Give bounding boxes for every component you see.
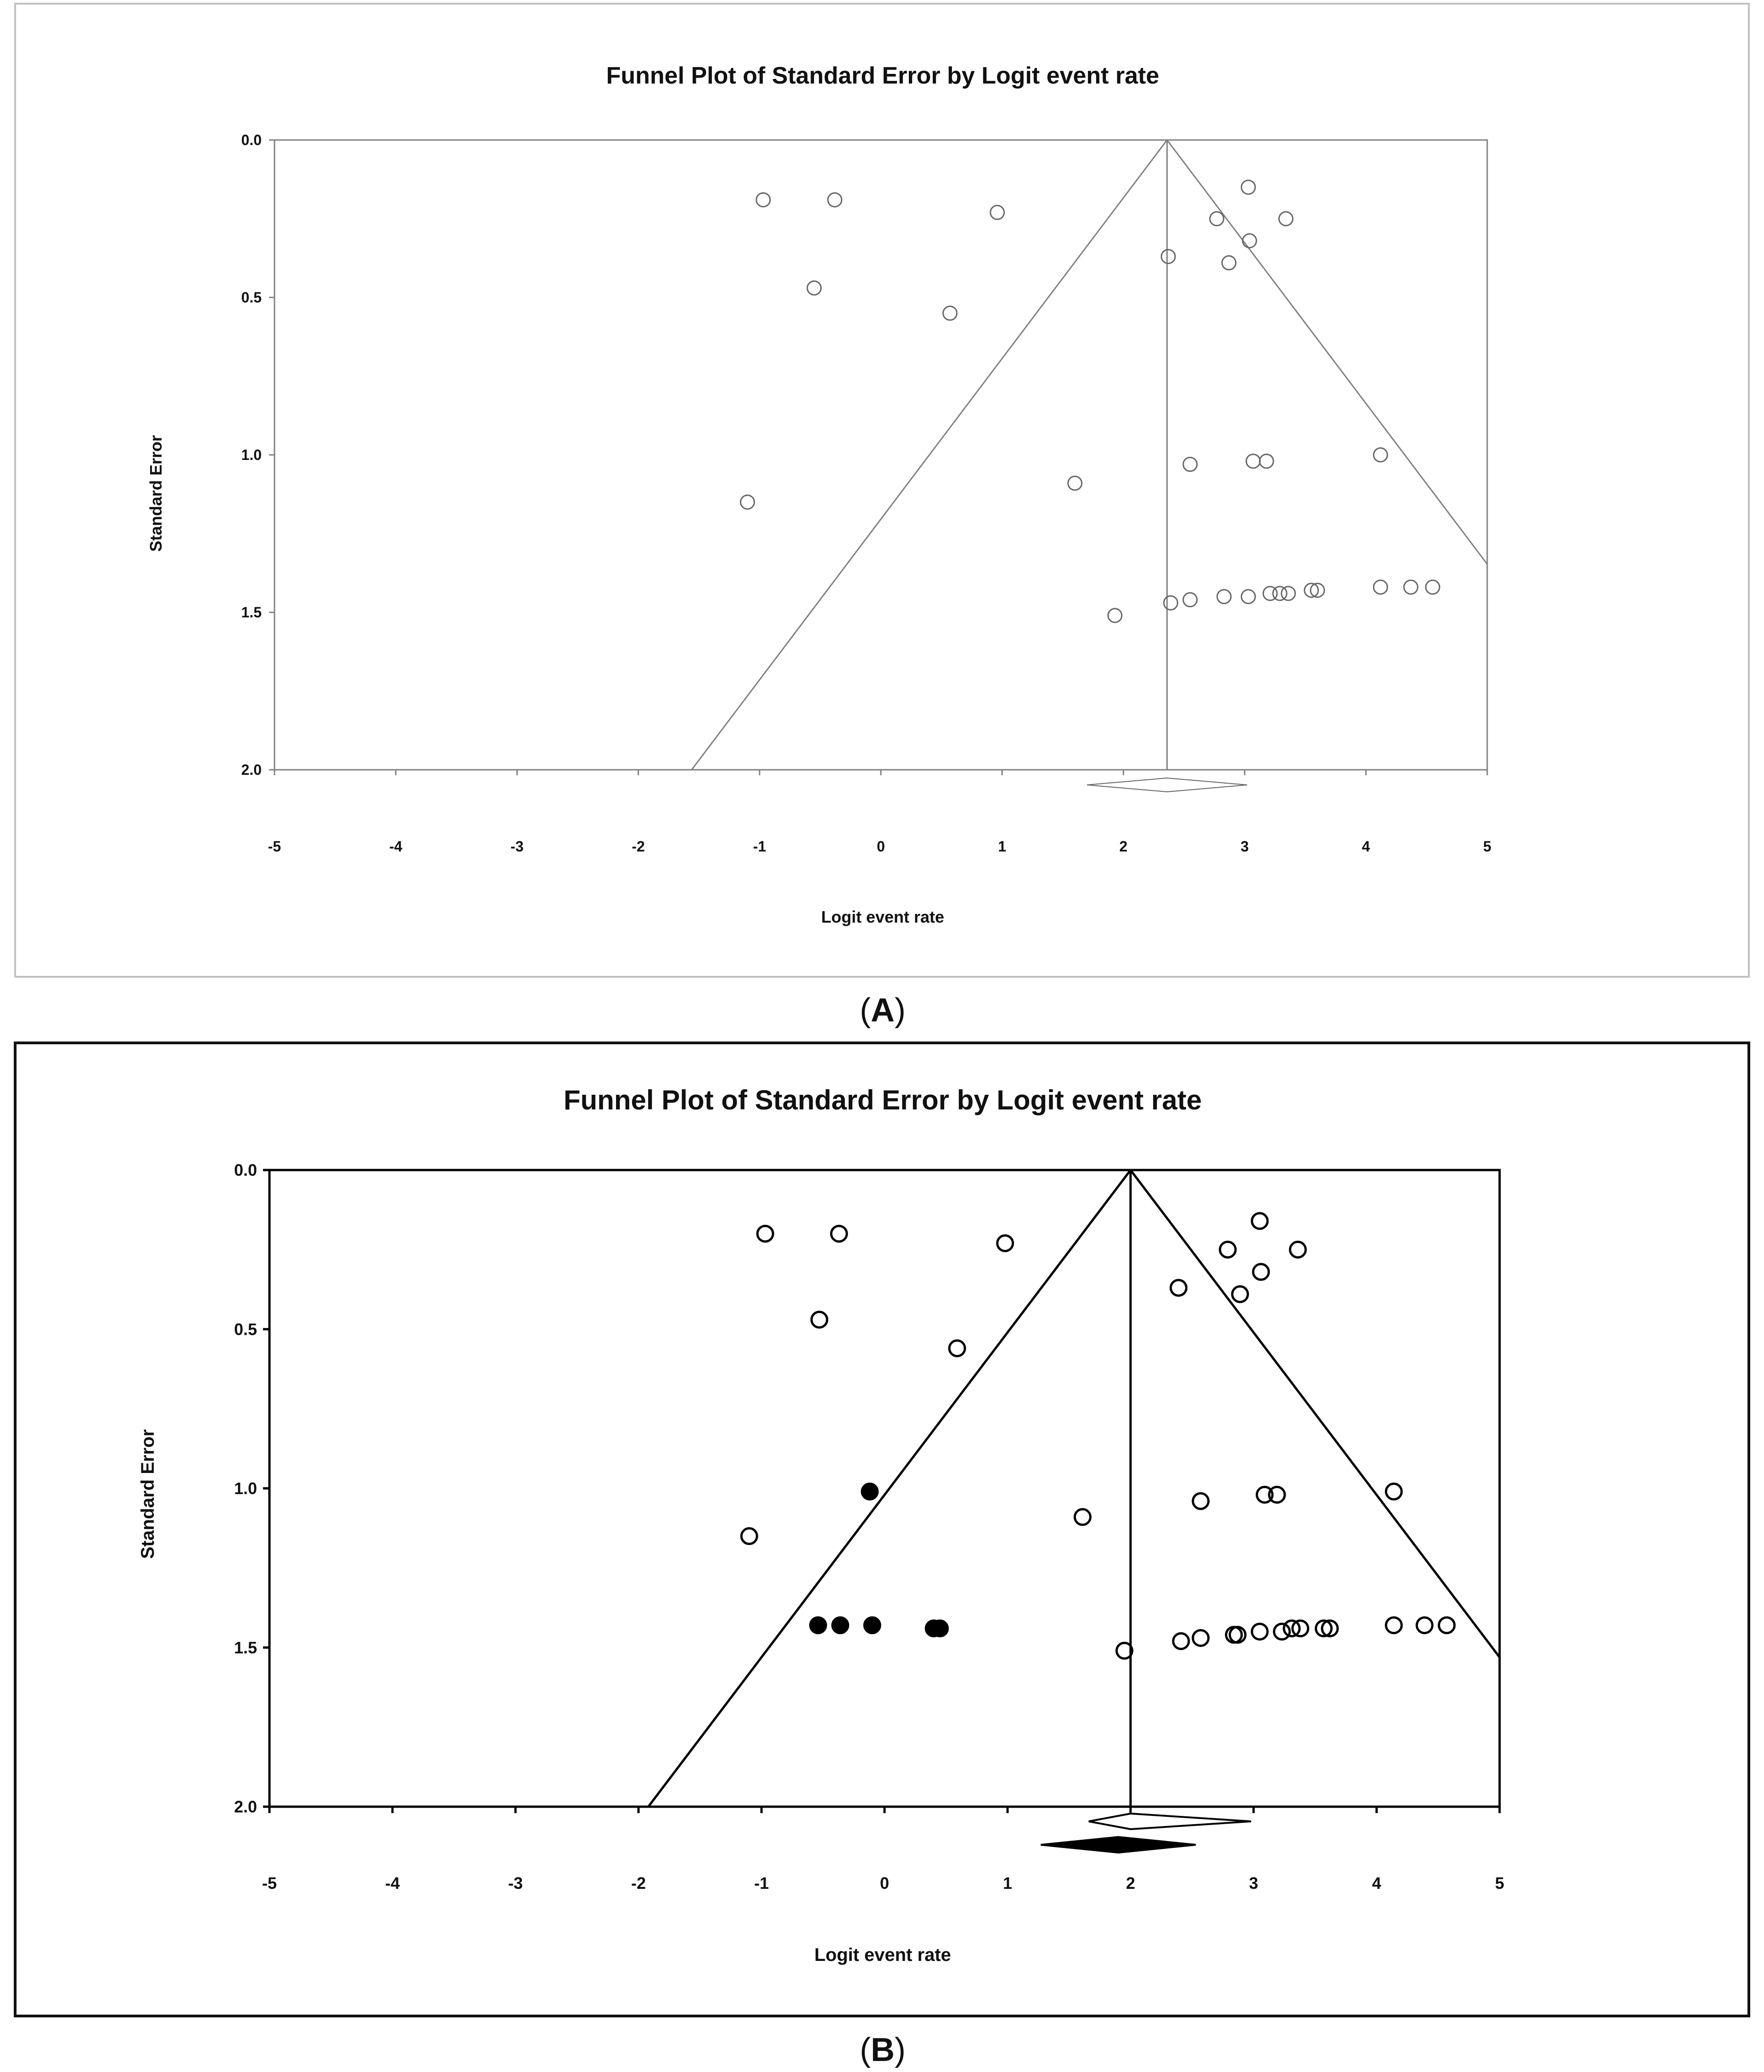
x-tick-label: -4 (389, 838, 403, 855)
x-tick-label: 3 (1240, 838, 1249, 855)
x-tick-label: 4 (1361, 838, 1370, 855)
x-axis-label: Logit event rate (814, 1945, 951, 1965)
x-tick-label: -3 (510, 838, 524, 855)
y-tick-label: 0.0 (241, 132, 262, 149)
y-tick-label: 0.5 (234, 1320, 257, 1339)
y-tick-label: 2.0 (241, 762, 262, 778)
y-tick-label: 2.0 (234, 1797, 257, 1816)
x-tick-label: 5 (1495, 1874, 1505, 1893)
x-tick-label: 0 (879, 1874, 890, 1893)
x-tick-label: 4 (1372, 1874, 1382, 1893)
imputed-study-point (864, 1618, 880, 1633)
x-tick-label: 2 (1119, 838, 1128, 855)
x-tick-label: 5 (1483, 838, 1491, 855)
y-tick-label: 0.0 (234, 1160, 257, 1180)
imputed-study-point (810, 1618, 826, 1633)
x-tick-label: -3 (508, 1874, 523, 1893)
x-tick-label: 2 (1126, 1874, 1136, 1893)
x-tick-label: 1 (998, 838, 1007, 855)
x-tick-label: 0 (877, 838, 885, 855)
y-tick-label: 1.0 (241, 447, 262, 464)
panel-b-caption: (B) (860, 2032, 906, 2068)
x-axis-label: Logit event rate (821, 907, 945, 926)
y-tick-label: 0.5 (241, 289, 262, 306)
chart-title: Funnel Plot of Standard Error by Logit event rate (606, 62, 1159, 89)
panel-a-caption: (A) (860, 992, 906, 1029)
panel-a (15, 4, 1749, 977)
panel-a-letter: A (871, 992, 895, 1029)
y-axis-label: Standard Error (138, 1429, 158, 1559)
panel-b (15, 1043, 1749, 2016)
imputed-study-point (833, 1618, 848, 1633)
chart-title: Funnel Plot of Standard Error by Logit event rate (563, 1085, 1202, 1115)
x-tick-label: -2 (631, 1874, 646, 1893)
x-tick-label: -1 (753, 838, 767, 855)
x-tick-label: -4 (385, 1874, 400, 1893)
panel-b-letter: B (871, 2032, 895, 2068)
x-tick-label: -2 (632, 838, 645, 855)
y-tick-label: 1.0 (234, 1479, 257, 1498)
y-tick-label: 1.5 (241, 604, 262, 621)
x-tick-label: -5 (262, 1874, 277, 1893)
y-axis-label: Standard Error (146, 435, 165, 552)
imputed-study-point (862, 1484, 878, 1499)
x-tick-label: -1 (754, 1874, 769, 1893)
y-tick-label: 1.5 (234, 1638, 257, 1657)
x-tick-label: 3 (1249, 1874, 1259, 1893)
panel-b-frame (15, 1043, 1749, 2016)
panel-a-frame (15, 4, 1749, 977)
x-tick-label: 1 (1002, 1874, 1013, 1893)
imputed-study-point (932, 1621, 948, 1636)
x-tick-label: -5 (268, 838, 281, 855)
